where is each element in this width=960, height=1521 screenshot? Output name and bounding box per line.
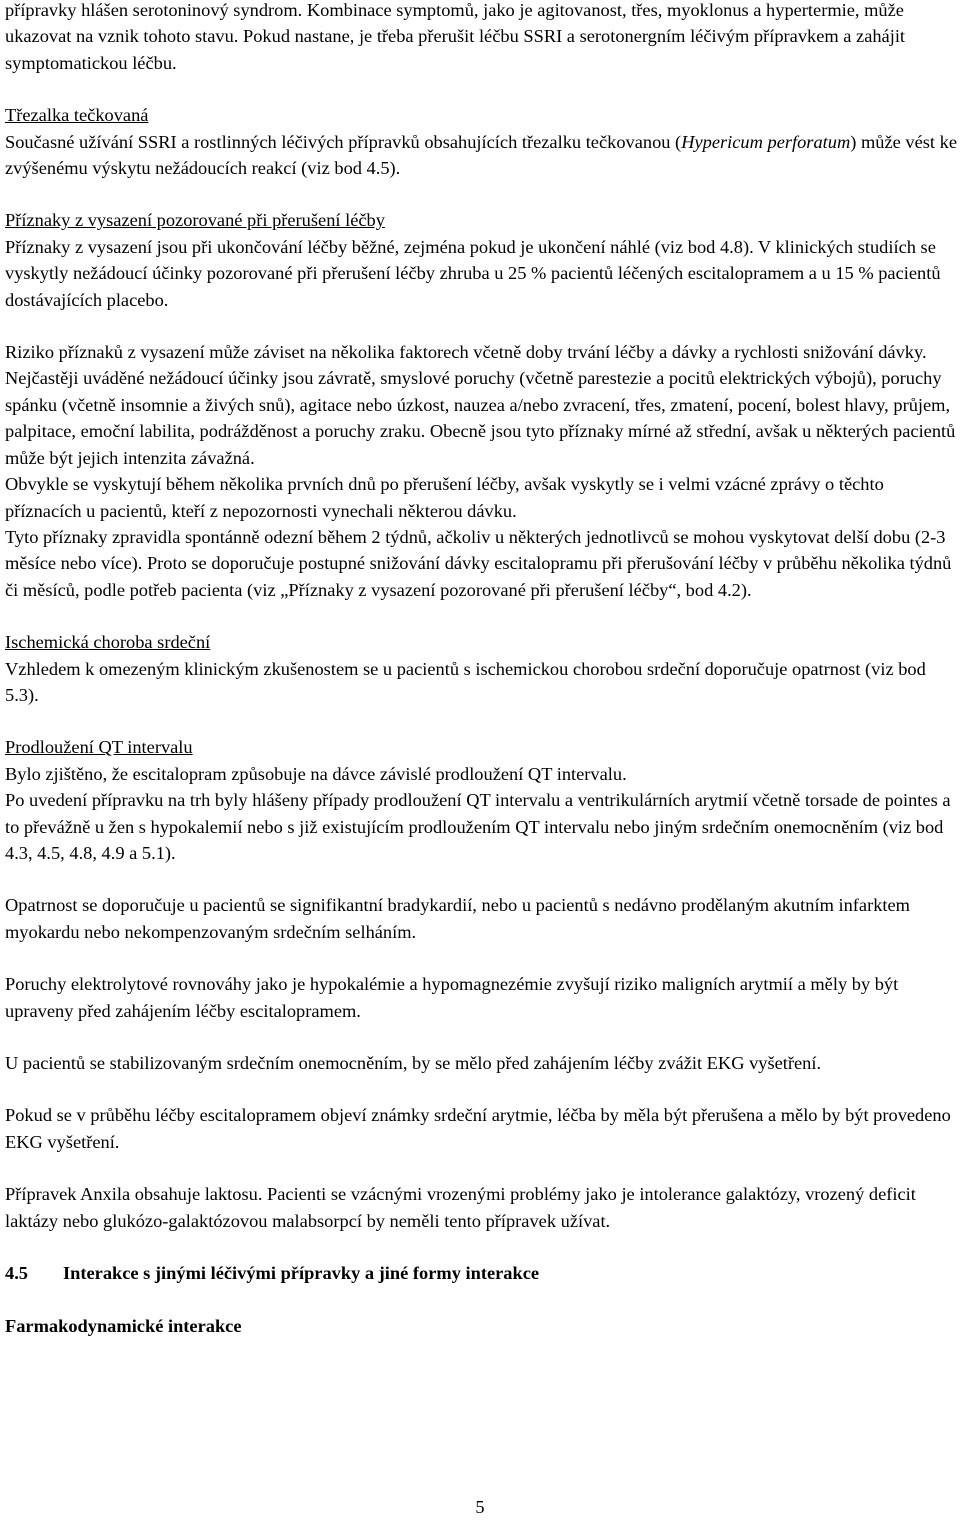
paragraph-gap <box>5 945 957 971</box>
withdrawal-paragraph-1: Příznaky z vysazení jsou při ukončování léčby běžné, zejména pokud je ukončení náhlé (viz bod 4.8). V klinických studiích se vyskytly nežádoucí účinky pozorované při přerušení léčby zhruba u 25 % pacientů léčených escitalopramem a u 15 % pacientů dostávajících placebo. <box>5 236 941 310</box>
st-johns-wort-heading: Třezalka tečkovaná <box>5 105 149 126</box>
st-johns-wort-paragraph <box>5 129 957 182</box>
qt-paragraph-6: Pokud se v průběhu léčby escitalopramem objeví známky srdeční arytmie, léčba by měla být přerušena a mělo by být provedeno EKG vyšetření. <box>5 1105 951 1152</box>
page-number: 5 <box>475 1497 485 1517</box>
qt-paragraph-4: Poruchy elektrolytové rovnováhy jako je hypokalémie a hypomagnezémie zvyšují riziko maligních arytmií a měly by být upraveny před zahájením léčby escitalopramem. <box>5 974 899 1021</box>
section-title: Interakce s jinými léčivými přípravky a jiné formy interakce <box>63 1263 540 1284</box>
paragraph-gap <box>5 1076 957 1102</box>
withdrawal-paragraph-2: Riziko příznaků z vysazení může záviset na několika faktorech včetně doby trvání léčby a dávky a rychlosti snižování dávky. Nejčastěji uváděné nežádoucí účinky jsou závratě, smyslové poruchy (včetně parestezie a pocitů elektrických výbojů), poruchy spánku (včetně insomnie a živých snů), agitace nebo úzkost, nauzea a/nebo zvracení, třes, zmatení, pocení, bolest hlavy, průjem, palpitace, emoční labilita, podrážděnost a poruchy zraku. Obecně jsou tyto příznaky mírné až střední, avšak u některých pacientů může být jejich intenzita závažná. <box>5 342 956 468</box>
qt-heading: Prodloužení QT intervalu <box>5 737 193 758</box>
section-number: 4.5 <box>5 1263 28 1284</box>
subsection-heading: Farmakodynamické interakce <box>5 1316 242 1337</box>
paragraph-gap <box>5 603 957 629</box>
qt-paragraph-1: Bylo zjištěno, že escitalopram způsobuje na dávce závislé prodloužení QT intervalu. <box>5 763 627 784</box>
document-page <box>5 0 957 1339</box>
paragraph-gap <box>5 181 957 207</box>
paragraph-gap <box>5 1024 957 1050</box>
withdrawal-heading: Příznaky z vysazení pozorované při přerušení léčby <box>5 210 385 231</box>
paragraph-gap <box>5 1155 957 1181</box>
section-heading <box>5 1260 957 1287</box>
withdrawal-paragraph-3: Obvykle se vyskytují během několika prvních dnů po přerušení léčby, avšak vyskytly se i velmi vzácné zprávy o těchto příznacích u pacientů, kteří z nepozornosti vynechali některou dávku. <box>5 474 884 521</box>
intro-paragraph: přípravky hlášen serotoninový syndrom. Kombinace symptomů, jako je agitovanost, třes, myoklonus a hypertermie, může ukazovat na vznik tohoto stavu. Pokud nastane, je třeba přerušit léčbu SSRI a serotonergním léčivým přípravkem a zahájit symptomatickou léčbu. <box>5 0 906 73</box>
paragraph-gap <box>5 313 957 339</box>
qt-paragraph-2: Po uvedení přípravku na trh byly hlášeny případy prodloužení QT intervalu a ventrikulárních arytmií včetně torsade de pointes a to převážně u žen s hypokalemií nebo s již existujícím prodloužením QT intervalu nebo jiným srdečním onemocněním (viz bod 4.3, 4.5, 4.8, 4.9 a 5.1). <box>5 790 951 863</box>
ischemic-heading: Ischemická choroba srdeční <box>5 632 211 653</box>
withdrawal-paragraph-4: Tyto příznaky zpravidla spontánně odezní během 2 týdnů, ačkoliv u některých jednotlivců se mohou vyskytovat delší dobu (2-3 měsíce nebo více). Proto se doporučuje postupné snižování dávky escitalopramu při přerušování léčby v průběhu několika týdnů či měsíců, podle potřeb pacienta (viz „Příznaky z vysazení pozorované při přerušení léčby“, bod 4.2). <box>5 526 952 600</box>
lactose-paragraph: Přípravek Anxila obsahuje laktosu. Pacienti se vzácnými vrozenými problémy jako je intolerance galaktózy, vrozený deficit laktázy nebo glukózo-galaktózovou malabsorpcí by neměli tento přípravek užívat. <box>5 1184 916 1231</box>
qt-paragraph-3: Opatrnost se doporučuje u pacientů se signifikantní bradykardií, nebo u pacientů s nedávno prodělaným akutním infarktem myokardu nebo nekompenzovaným srdečním selháním. <box>5 895 910 942</box>
ischemic-paragraph: Vzhledem k omezeným klinickým zkušenostem se u pacientů s ischemickou chorobou srdeční doporučuje opatrnost (viz bod 5.3). <box>5 658 926 705</box>
paragraph-gap <box>5 708 957 734</box>
paragraph-gap <box>5 866 957 892</box>
paragraph-gap <box>5 76 957 102</box>
st-johns-wort-text-after: ) může vést ke zvýšenému výskytu nežádoucích reakcí (viz bod 4.5). <box>5 131 957 179</box>
st-johns-wort-text-before: Současné užívání SSRI a rostlinných léčivých přípravků obsahujících třezalku tečkovanou ( <box>5 131 682 152</box>
qt-paragraph-5: U pacientů se stabilizovaným srdečním onemocněním, by se mělo před zahájením léčby zvážit EKG vyšetření. <box>5 1053 822 1073</box>
hypericum-latin-name: Hypericum perforatum <box>681 131 851 152</box>
